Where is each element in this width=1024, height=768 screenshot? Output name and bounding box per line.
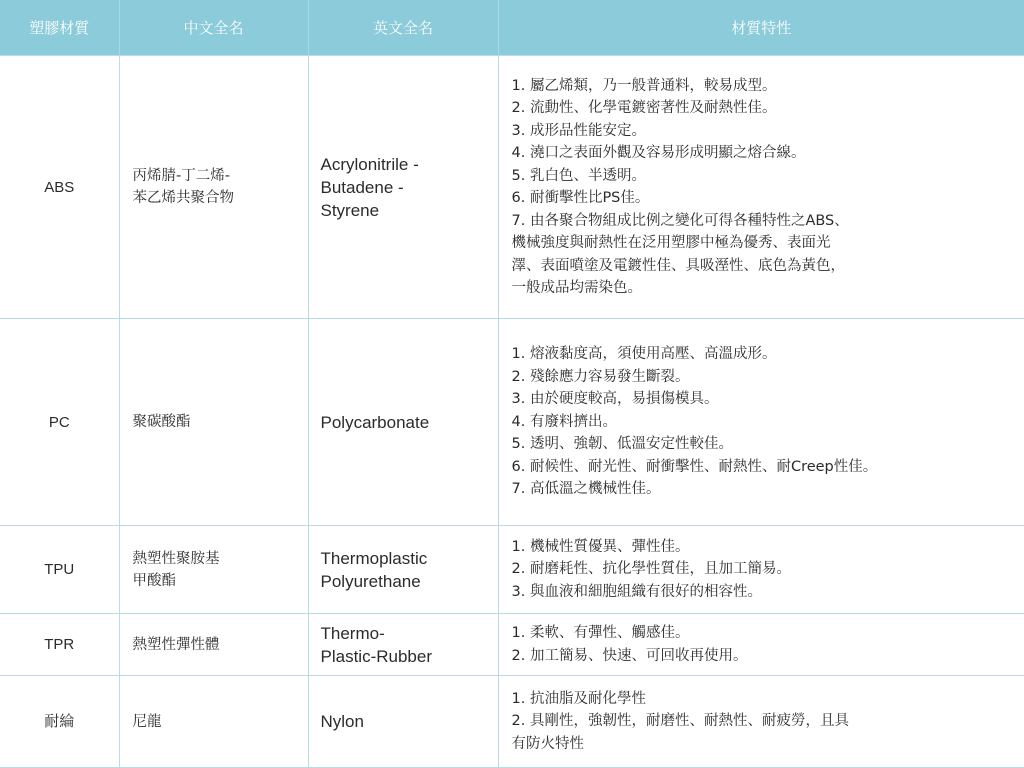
- property-line: 有防火特性: [511, 735, 584, 752]
- properties-cell: [498, 614, 1024, 676]
- chinese-name-line: 熱塑性聚胺基: [132, 550, 220, 567]
- chinese-name-cell: [119, 319, 308, 526]
- property-line: 1. 機械性質優異、彈性佳。: [511, 538, 690, 555]
- english-name-line: Acrylonitrile -: [320, 154, 419, 174]
- material-abbr: TPU: [0, 526, 119, 614]
- properties-cell: [498, 676, 1024, 768]
- english-name-cell: [308, 676, 498, 768]
- chinese-name-cell: [119, 56, 308, 319]
- chinese-name-cell: [119, 676, 308, 768]
- chinese-name-line: 聚碳酸酯: [132, 414, 191, 430]
- table-row: [0, 319, 1024, 526]
- property-line: 4. 有廢料擠出。: [511, 413, 617, 430]
- property-line: 1. 屬乙烯類，乃一般普通料，較易成型。: [511, 77, 777, 94]
- english-name-line: Plastic-Rubber: [320, 646, 432, 666]
- properties-cell: [498, 56, 1024, 319]
- table-body: [0, 56, 1024, 768]
- chinese-name-line: 尼龍: [132, 713, 162, 730]
- properties-cell: [498, 319, 1024, 526]
- property-line: 4. 澆口之表面外觀及容易形成明顯之熔合線。: [511, 145, 806, 161]
- properties-cell: [498, 526, 1024, 614]
- property-line: 1. 柔軟、有彈性、觸感佳。: [511, 625, 690, 641]
- property-line: 2. 加工簡易、快速、可回收再使用。: [511, 647, 748, 664]
- english-name-cell: [308, 526, 498, 614]
- chinese-name-line: 熱塑性彈性體: [132, 636, 220, 653]
- property-line: 澤、表面噴塗及電鍍性佳、具吸溼性、底色為黃色，: [511, 257, 845, 274]
- property-line: 一般成品均需染色。: [511, 280, 642, 296]
- header-english-name: 英文全名: [308, 0, 498, 56]
- property-line: 7. 高低溫之機械性佳。: [511, 481, 661, 498]
- english-name-cell: [308, 319, 498, 526]
- chinese-name-line: 苯乙烯共聚合物: [132, 190, 234, 206]
- english-name-line: Polyurethane: [320, 571, 421, 591]
- property-line: 2. 耐磨耗性、抗化學性質佳，且加工簡易。: [511, 561, 791, 578]
- material-abbr: 耐綸: [0, 676, 119, 768]
- header-chinese-name: 中文全名: [119, 0, 308, 56]
- property-line: 5. 透明、強韌、低溫安定性較佳。: [511, 436, 733, 453]
- property-line: 1. 抗油脂及耐化學性: [511, 690, 646, 707]
- english-name-line: Nylon: [320, 712, 364, 731]
- property-line: 2. 流動性、化學電鍍密著性及耐熱性佳。: [511, 100, 777, 116]
- property-line: 5. 乳白色、半透明。: [511, 167, 646, 184]
- header-properties: 材質特性: [498, 0, 1024, 56]
- english-name-line: Styrene: [320, 200, 380, 220]
- property-line: 機械強度與耐熱性在泛用塑膠中極為優秀、表面光: [511, 235, 831, 251]
- chinese-name-cell: [119, 526, 308, 614]
- english-name-cell: [308, 614, 498, 676]
- english-name-line: Butadene -: [320, 177, 404, 197]
- english-name-line: Polycarbonate: [320, 412, 430, 432]
- property-line: 3. 與血液和細胞組織有很好的相容性。: [511, 583, 762, 600]
- material-abbr: ABS: [0, 56, 119, 319]
- chinese-name-line: 丙烯腈-丁二烯-: [132, 168, 230, 184]
- property-line: 3. 成形品性能安定。: [511, 122, 646, 139]
- material-abbr: TPR: [0, 614, 119, 676]
- material-abbr: PC: [0, 319, 119, 526]
- property-line: 1. 熔液黏度高，須使用高壓、高溫成形。: [511, 346, 777, 363]
- table-row: [0, 614, 1024, 676]
- english-name-line: Thermoplastic: [320, 548, 428, 568]
- english-name-line: Thermo-: [320, 623, 385, 643]
- chinese-name-line: 甲酸酯: [132, 572, 176, 589]
- table-row: [0, 676, 1024, 768]
- property-line: 7. 由各聚合物組成比例之變化可得各種特性之ABS、: [511, 212, 849, 229]
- table-header: [0, 0, 1024, 56]
- header-row: [0, 0, 1024, 56]
- property-line: 6. 耐候性、耐光性、耐衝擊性、耐熱性、耐Creep性佳。: [511, 458, 878, 475]
- property-line: 2. 具剛性，強韌性，耐磨性、耐熱性、耐疲勞，且具: [511, 713, 849, 730]
- table-row: [0, 56, 1024, 319]
- property-line: 2. 殘餘應力容易發生斷裂。: [511, 368, 690, 385]
- header-material: 塑膠材質: [0, 0, 119, 56]
- property-line: 6. 耐衝擊性比PS佳。: [511, 190, 650, 206]
- property-line: 3. 由於硬度較高，易損傷模具。: [511, 391, 719, 408]
- chinese-name-cell: [119, 614, 308, 676]
- english-name-cell: [308, 56, 498, 319]
- table-row: [0, 526, 1024, 614]
